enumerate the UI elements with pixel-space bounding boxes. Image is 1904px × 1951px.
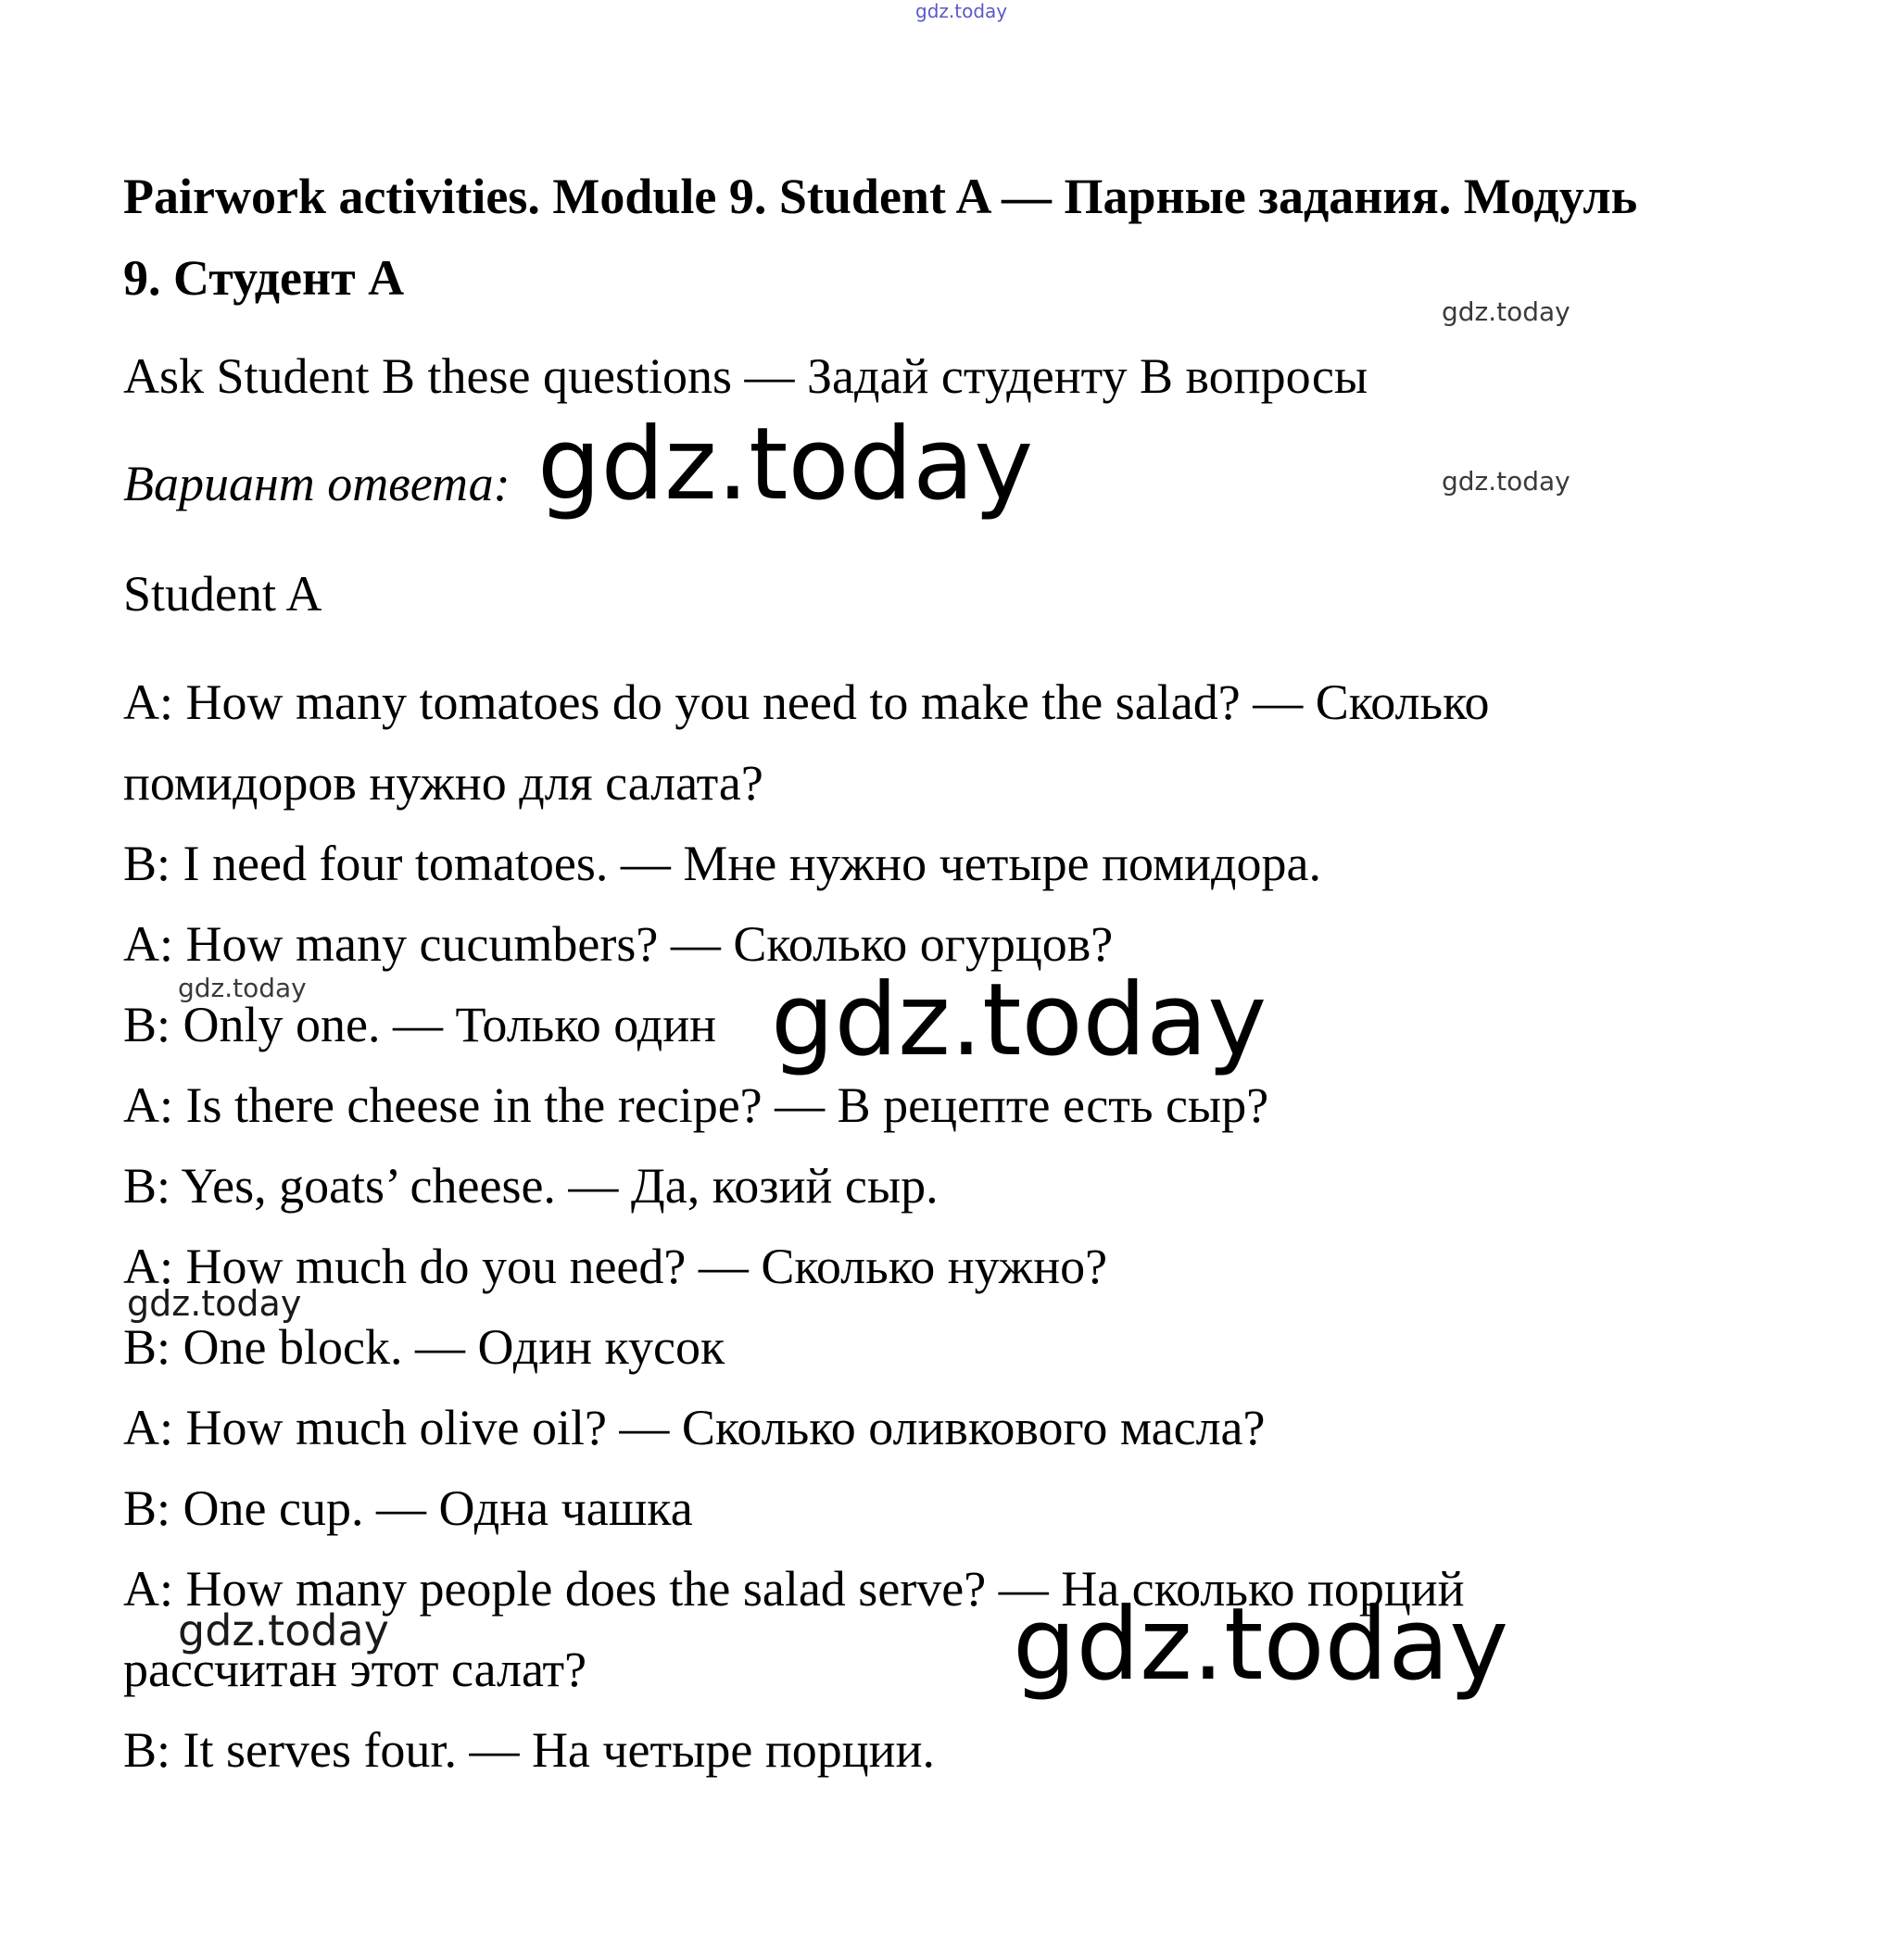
dialogue-line: B: Yes, goats’ cheese. — Да, козий сыр. <box>123 1158 939 1214</box>
watermark-medium: gdz.today <box>127 1283 302 1324</box>
dialogue-line: рассчитан этот салат? <box>123 1642 587 1697</box>
dialogue-line: A: How much do you need? — Сколько нужно? <box>123 1239 1108 1294</box>
dialogue-line: A: How much olive oil? — Сколько оливкового масла? <box>123 1400 1266 1455</box>
dialogue-line: помидоров нужно для салата? <box>123 755 763 811</box>
dialogue-line: A: Is there cheese in the recipe? — В рецепте есть сыр? <box>123 1077 1269 1133</box>
top-watermark: gdz.today <box>915 0 1008 22</box>
watermark-medium: gdz.today <box>178 1605 389 1655</box>
dialogue-line: B: Only one. — Только один <box>123 997 716 1052</box>
dialogue-line: B: It serves four. — На четыре порции. <box>123 1722 935 1778</box>
answer-label: Вариант ответа: <box>123 456 511 511</box>
dialogue-line: B: One block. — Один кусок <box>123 1319 725 1375</box>
dialogue-line: B: One cup. — Одна чашка <box>123 1480 693 1536</box>
student-heading: Student A <box>123 566 322 622</box>
dialogue-line: A: How many cucumbers? — Сколько огурцов? <box>123 916 1114 972</box>
dialogue-line: B: I need four tomatoes. — Мне нужно четыре помидора. <box>123 836 1321 891</box>
dialogue-line: A: How many tomatoes do you need to make the salad? — Сколько <box>123 674 1490 730</box>
watermark-small: gdz.today <box>178 973 307 1003</box>
watermark-small: gdz.today <box>1442 296 1570 327</box>
instruction-text: Ask Student B these questions — Задай студенту В вопросы <box>123 348 1368 404</box>
watermark-large: gdz.today <box>771 963 1267 1078</box>
watermark-small: gdz.today <box>1442 466 1570 497</box>
dialogue-line: A: How many people does the salad serve? — На сколько порций <box>123 1561 1465 1617</box>
watermark-large: gdz.today <box>1013 1587 1509 1703</box>
watermark-large: gdz.today <box>537 407 1034 522</box>
page-title: Pairwork activities. Module 9. Student A — Парные задания. Модуль 9. Студент A <box>123 169 1638 306</box>
